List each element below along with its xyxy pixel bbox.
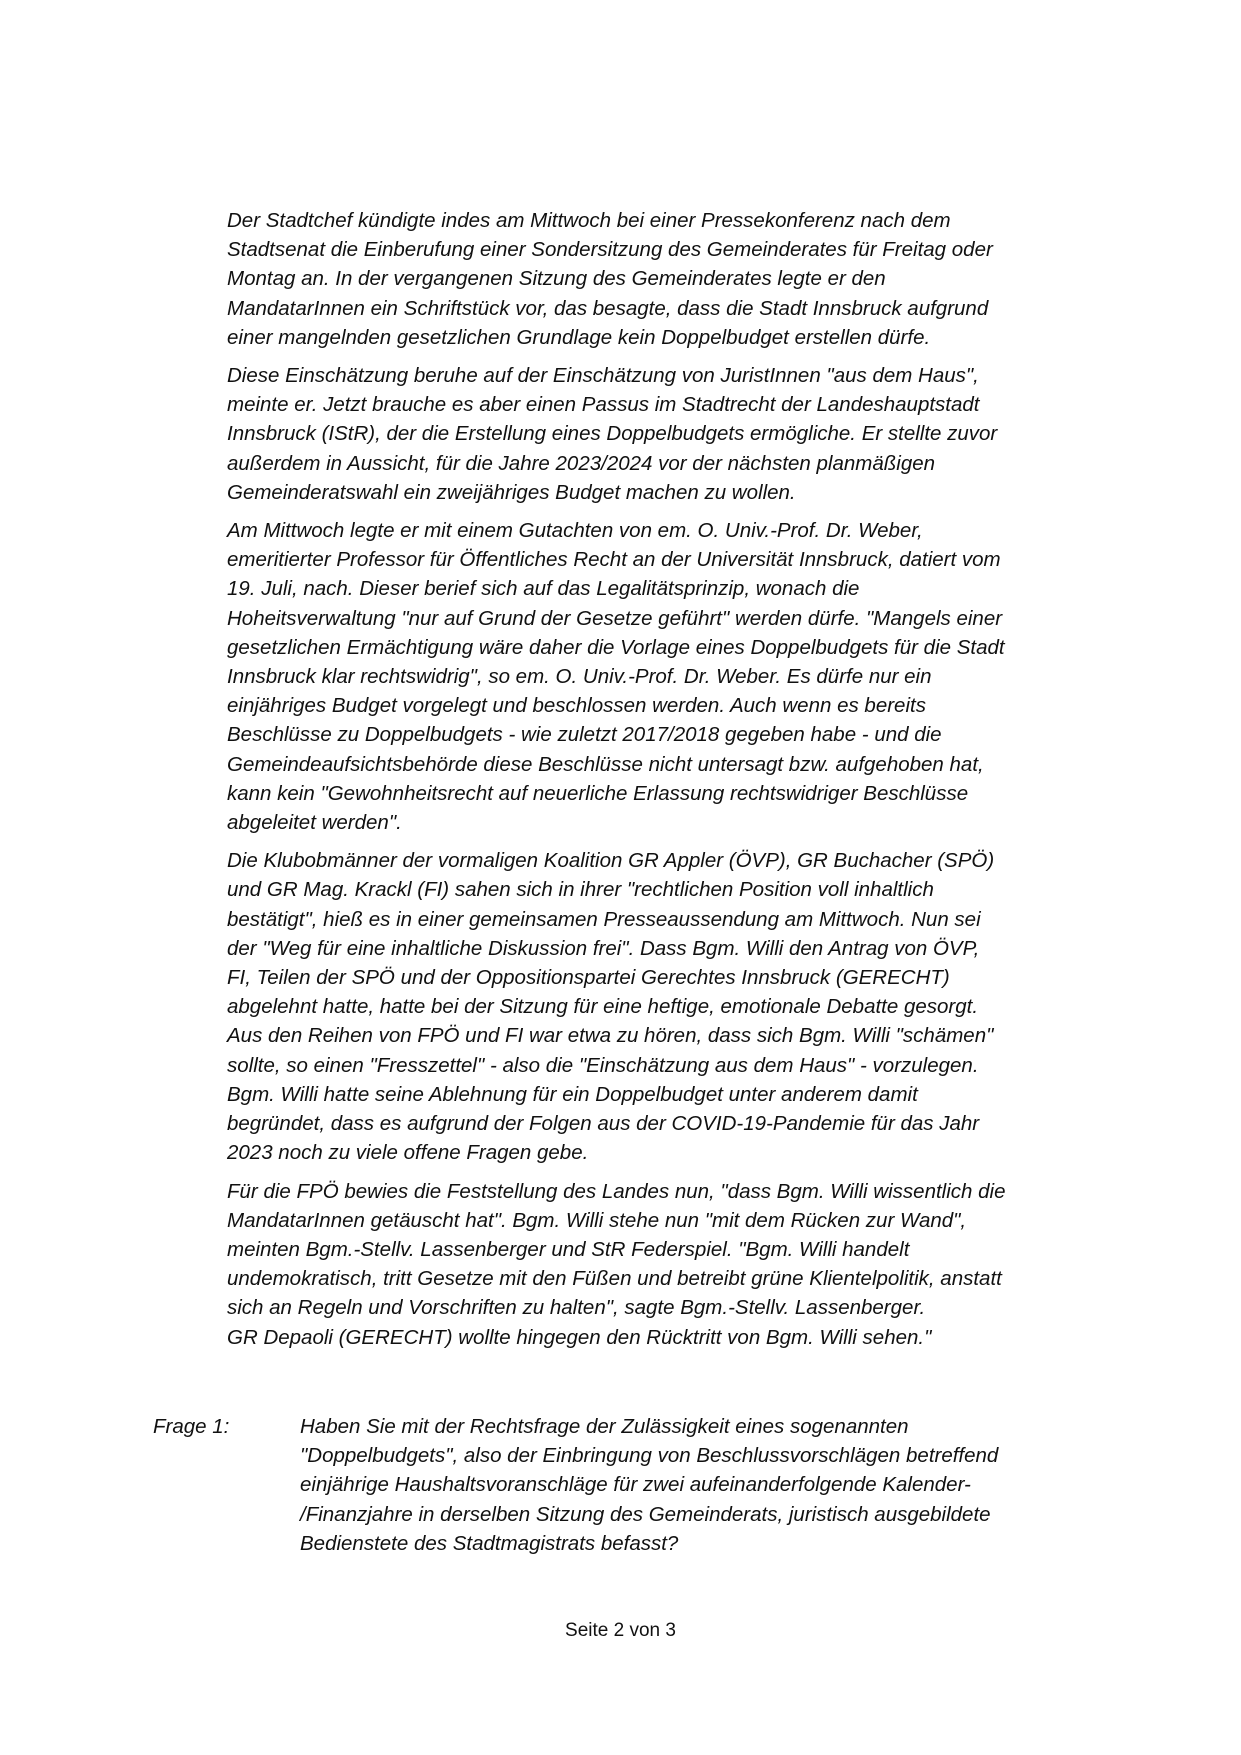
page-number-footer: Seite 2 von 3 <box>565 1620 676 1641</box>
text-line: Der Stadtchef kündigte indes am Mittwoch bei einer Pressekonferenz nach dem <box>227 209 951 232</box>
text-line: gesetzlichen Ermächtigung wäre daher die Vorlage eines Doppelbudgets für die Stadt <box>227 635 1005 659</box>
text-line: bestätigt", hieß es in einer gemeinsamen Presseaussendung am Mittwoch. Nun sei <box>227 907 981 931</box>
text-line: 2023 noch zu viele offene Fragen gebe. <box>227 1141 589 1165</box>
text-line: kann kein "Gewohnheitsrecht auf neuerliche Erlassung rechtswidriger Beschlüsse <box>227 781 969 805</box>
text-line: Hoheitsverwaltung "nur auf Grund der Gesetze geführt" werden dürfe. "Mangels einer <box>227 606 1003 630</box>
paragraph-5 <box>227 1177 1147 1352</box>
paragraph-2 <box>227 361 1147 507</box>
text-line: Gemeinderatswahl ein zweijähriges Budget machen zu wollen. <box>227 480 796 504</box>
text-line: undemokratisch, tritt Gesetze mit den Füßen und betreibt grüne Klientelpolitik, anstatt <box>227 1267 1002 1291</box>
text-line: abgeleitet werden". <box>227 811 402 835</box>
text-line: Stadtsenat die Einberufung einer Sondersitzung des Gemeinderates für Freitag oder <box>227 238 993 262</box>
text-line: /Finanzjahre in derselben Sitzung des Gemeinderats, juristisch ausgebildete <box>300 1502 991 1526</box>
text-line: FI, Teilen der SPÖ und der Oppositionspartei Gerechtes Innsbruck (GERECHT) <box>227 966 950 990</box>
text-line: emeritierter Professor für Öffentliches Recht an der Universität Innsbruck, datiert vom <box>227 548 1001 572</box>
paragraph-3 <box>227 516 1147 837</box>
text-line: Am Mittwoch legte er mit einem Gutachten von em. O. Univ.-Prof. Dr. Weber, <box>227 519 923 543</box>
text-line: Beschlüsse zu Doppelbudgets - wie zuletzt 2017/2018 gegeben habe - und die <box>227 723 942 747</box>
text-line: begründet, dass es aufgrund der Folgen aus der COVID-19-Pandemie für das Jahr <box>227 1112 980 1136</box>
text-line: "Doppelbudgets", also der Einbringung von Beschlussvorschlägen betreffend <box>300 1444 999 1468</box>
text-line: MandatarInnen ein Schriftstück vor, das besagte, dass die Stadt Innsbruck aufgrund <box>227 296 989 320</box>
paragraph-4 <box>227 846 1147 1167</box>
text-line: einjährige Haushaltsvoranschläge für zwei aufeinanderfolgende Kalender- <box>300 1473 971 1497</box>
text-line: der "Weg für eine inhaltliche Diskussion frei". Dass Bgm. Willi den Antrag von ÖVP, <box>227 936 980 960</box>
text-line: Aus den Reihen von FPÖ und FI war etwa zu hören, dass sich Bgm. Willi "schämen" <box>227 1024 994 1048</box>
question-label: Frage 1: <box>153 1415 230 1438</box>
text-line: einer mangelnden gesetzlichen Grundlage kein Doppelbudget erstellen dürfe. <box>227 325 931 349</box>
text-line: sollte, so einen "Fresszettel" - also die "Einschätzung aus dem Haus" - vorzulegen. <box>227 1053 979 1077</box>
text-line: 19. Juli, nach. Dieser berief sich auf das Legalitätsprinzip, wonach die <box>227 577 860 601</box>
text-line: einjähriges Budget vorgelegt und beschlossen werden. Auch wenn es bereits <box>227 694 926 718</box>
text-line: und GR Mag. Krackl (FI) sahen sich in ihrer "rechtlichen Position voll inhaltlich <box>227 878 934 902</box>
text-line: Für die FPÖ bewies die Feststellung des Landes nun, "dass Bgm. Willi wissentlich die <box>227 1179 1006 1203</box>
text-line: Montag an. In der vergangenen Sitzung des Gemeinderates legte er den <box>227 267 886 291</box>
paragraph-1 <box>227 206 1147 352</box>
text-line: außerdem in Aussicht, für die Jahre 2023/2024 vor der nächsten planmäßigen <box>227 451 936 475</box>
text-line: Bgm. Willi hatte seine Ablehnung für ein Doppelbudget unter anderem damit <box>227 1082 918 1106</box>
text-line: Gemeindeaufsichtsbehörde diese Beschlüsse nicht untersagt bzw. aufgehoben hat, <box>227 752 984 776</box>
text-line: MandatarInnen getäuscht hat". Bgm. Willi stehe nun "mit dem Rücken zur Wand", <box>227 1208 967 1232</box>
text-line: meinten Bgm.-Stellv. Lassenberger und StR Federspiel. "Bgm. Willi handelt <box>227 1237 910 1261</box>
text-line: Die Klubobmänner der vormaligen Koalition GR Appler (ÖVP), GR Buchacher (SPÖ) <box>227 849 995 873</box>
text-line: Diese Einschätzung beruhe auf der Einschätzung von JuristInnen "aus dem Haus", <box>227 364 979 388</box>
text-line: Haben Sie mit der Rechtsfrage der Zulässigkeit eines sogenannten <box>300 1415 909 1438</box>
text-line: Innsbruck (IStR), der die Erstellung eines Doppelbudgets ermögliche. Er stellte zuvor <box>227 422 998 446</box>
text-line: Bedienstete des Stadtmagistrats befasst? <box>300 1531 679 1555</box>
text-line: abgelehnt hatte, hatte bei der Sitzung für eine heftige, emotionale Debatte gesorgt. <box>227 995 979 1019</box>
text-line: Innsbruck klar rechtswidrig", so em. O. Univ.-Prof. Dr. Weber. Es dürfe nur ein <box>227 665 932 689</box>
text-line: meinte er. Jetzt brauche es aber einen Passus im Stadtrecht der Landeshauptstadt <box>227 393 980 417</box>
text-line: GR Depaoli (GERECHT) wollte hingegen den Rücktritt von Bgm. Willi sehen." <box>227 1325 932 1349</box>
body-text <box>227 206 1147 1361</box>
text-line: sich an Regeln und Vorschriften zu halten", sagte Bgm.-Stellv. Lassenberger. <box>227 1296 926 1320</box>
question-text <box>300 1412 1150 1558</box>
